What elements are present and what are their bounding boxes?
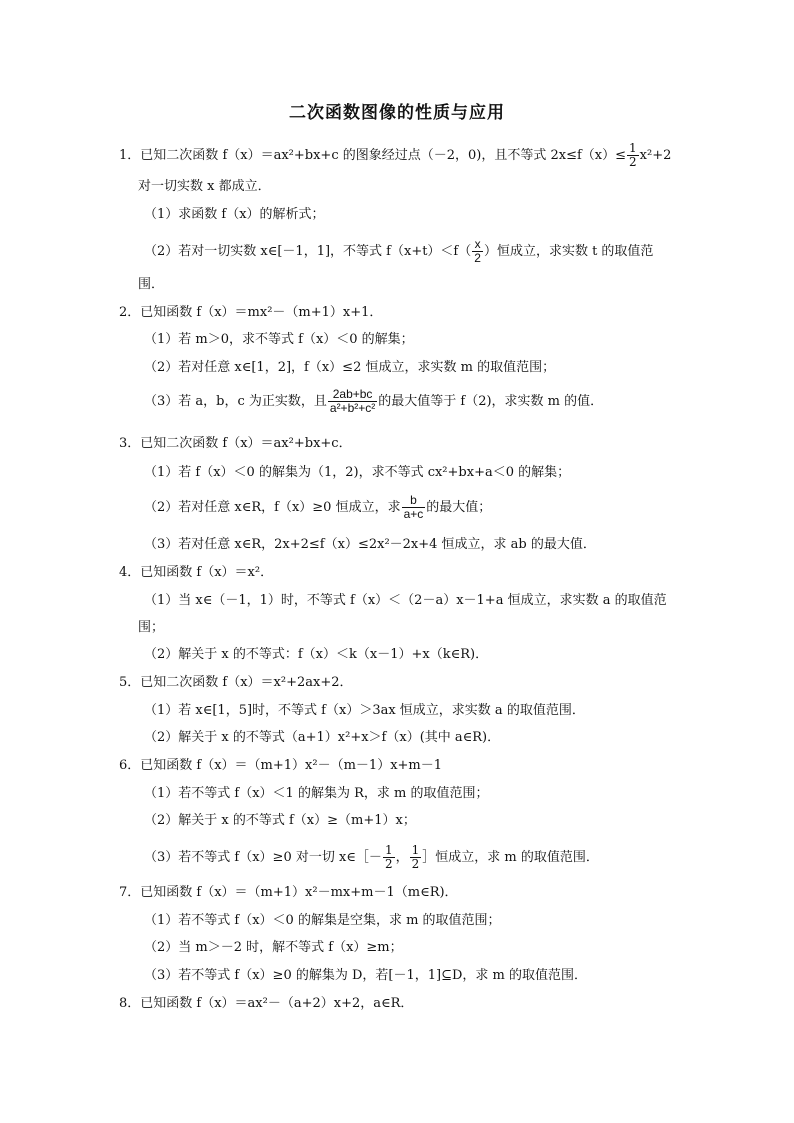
problem-6-part-3: （3）若不等式 f（x）≥0 对一切 x∈［－ $\frac{1}{2}$ ， $\frac{1}{2}$ ］恒成立，求 m 的取值范围． [144,843,599,871]
problem-7-part-2: （2）当 m＞－2 时，解不等式 f（x）≥m； [144,940,403,955]
fraction: $\frac{1}{2}$ [629,141,637,169]
problem-7-part-3: （3）若不等式 f（x）≥0 的解集为 D，若[－1，1]⊆D，求 m 的取值范围． [144,968,587,983]
problem-1-line-5: 围． [138,277,165,292]
problem-5-part-2: （2）解关于 x 的不等式（a+1）x²+x＞f（x）(其中 a∈R)． [144,730,501,745]
problem-1-line-1: 1．已知二次函数 f（x）＝ax²+bx+c 的图象经过点（－2，0)，且不等式 2x≤f（x）≤ $\frac{1}{2}$ x²+2 [119,141,672,169]
problem-number: 1． [119,148,141,164]
problem-5-line-1: 5．已知二次函数 f（x）＝x²+2ax+2． [119,675,353,690]
problem-7-line-1: 7．已知函数 f（x）＝（m+1）x²－mx+m－1（m∈R)． [119,885,458,900]
problem-3-line-1: 3．已知二次函数 f（x）＝ax²+bx+c． [119,436,352,451]
problem-3-part-2: （2）若对任意 x∈R，f（x）≥0 恒成立，求 $\frac{b}{a+c}$ 的最大值； [144,493,492,521]
fraction: $\frac{1}{2}$ [384,843,393,871]
problem-1-part-1: （1）求函数 f（x）的解析式； [144,207,325,222]
page-title: 二次函数图像的性质与应用 [289,103,505,123]
problem-4-part-2: （2）解关于 x 的不等式：f（x）＜k（x－1）+x（k∈R)． [144,647,489,662]
problem-4-part-1: （1）当 x∈（－1，1）时，不等式 f（x）＜（2－a）x－1+a 恒成立，求实数 a 的取值范 [144,593,667,608]
problem-2-part-3: （3）若 a，b，c 为正实数，且 $\frac{2ab+bc}{\text{a²+b²+c²}}$ 的最大值等于 f（2)，求实数 m 的值． [144,387,604,415]
problem-2-line-1: 2．已知函数 f（x）＝mx²－（m+1）x+1． [119,305,383,320]
problem-8-line-1: 8．已知函数 f（x）＝ax²－（a+2）x+2，a∈R． [119,996,414,1011]
problem-2-part-1: （1）若 m＞0，求不等式 f（x）＜0 的解集； [144,332,414,347]
problem-6-line-1: 6．已知函数 f（x）＝（m+1）x²－（m－1）x+m－1 [119,758,443,773]
problem-3-part-1: （1）若 f（x）＜0 的解集为（1，2)，求不等式 cx²+bx+a＜0 的解集； [144,465,571,480]
problem-6-part-1: （1）若不等式 f（x）＜1 的解集为 R，求 m 的取值范围； [144,786,489,801]
problem-6-part-2: （2）解关于 x 的不等式 f（x）≥（m+1）x； [144,813,416,828]
fraction: $\frac{x}{2}$ [474,237,481,265]
fraction: $\frac{2ab+bc}{\text{a²+b²+c²}}$ [329,387,376,415]
problem-4-line-3: 围； [138,620,165,635]
problem-7-part-1: （1）若不等式 f（x）＜0 的解集是空集，求 m 的取值范围； [144,913,501,928]
problem-5-part-1: （1）若 x∈[1，5]时，不等式 f（x）＞3ax 恒成立，求实数 a 的取值范围． [144,703,585,718]
problem-1-line-2: 对一切实数 x 都成立． [138,179,271,194]
fraction: $\frac{b}{a+c}$ [403,493,424,521]
problem-2-part-2: （2）若对任意 x∈[1，2]，f（x）≤2 恒成立，求实数 m 的取值范围； [144,360,556,375]
problem-1-part-2: （2）若对一切实数 x∈[－1，1]，不等式 f（x+t）＜f（ $\frac{x}{2}$ ）恒成立，求实数 t 的取值范 [144,237,654,265]
problem-3-part-3: （3）若对任意 x∈R，2x+2≤f（x）≤2x²－2x+4 恒成立，求 ab 的最大值． [144,537,596,552]
fraction: $\frac{1}{2}$ [411,843,420,871]
problem-4-line-1: 4．已知函数 f（x）＝x²． [119,565,274,580]
